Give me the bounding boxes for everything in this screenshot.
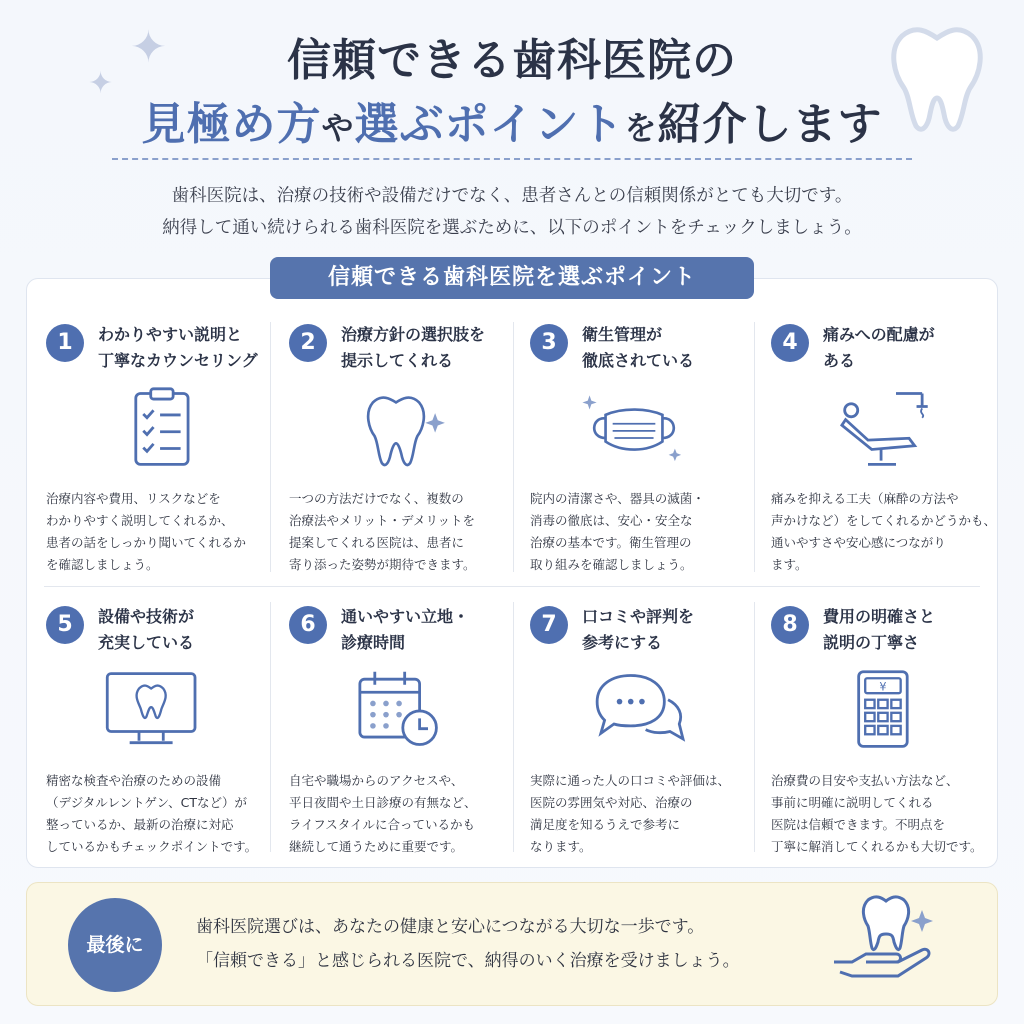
point-number: 4 — [771, 324, 809, 362]
point-description: 自宅や職場からのアクセスや、 平日夜間や土日診療の有無など、 ライフスタイルに合っているかも 継続して通うために重要です。 — [289, 773, 477, 854]
point-description: 精密な検査や治療のための設備 （デジタルレントゲン、CTなど）が 整っているか、最新の治療に対応 しているかもチェックポイントです。 — [46, 773, 258, 854]
point-title: わかりやすい説明と 丁寧なカウンセリング — [98, 325, 258, 370]
title-highlight: 選ぶポイント — [354, 99, 625, 150]
sparkle-icon: ✦ — [88, 66, 114, 101]
point-description: 実際に通った人の口コミや評価は、 医院の雰囲気や対応、治療の 満足度を知るうえで参考に なります。 — [530, 773, 731, 854]
point-number: 5 — [46, 606, 84, 644]
calculator-yen-icon — [827, 668, 937, 752]
clipboard-checklist-icon — [106, 386, 216, 470]
point-title: 衛生管理が 徹底されている — [582, 325, 695, 370]
section-title: 信頼できる歯科医院を選ぶポイント — [270, 257, 754, 299]
title-text: 紹介します — [657, 99, 883, 150]
point-card-2 — [289, 324, 523, 609]
point-number: 1 — [46, 324, 84, 362]
point-description: 院内の清潔さや、器具の滅菌・ 消毒の徹底は、安心・安全な 治療の基本です。衛生管理の 取り組みを確認しましょう。 — [530, 491, 705, 572]
page-title-line2 — [0, 88, 1024, 152]
title-connector: や — [321, 109, 355, 147]
point-title: 痛みへの配慮が ある — [823, 325, 935, 370]
point-number: 6 — [289, 606, 327, 644]
calendar-clock-icon — [345, 668, 455, 752]
sparkle-icon: ✦ — [130, 22, 167, 73]
point-title: 費用の明確さと 説明の丁寧さ — [823, 607, 936, 652]
point-title: 治療方針の選択肢を 提示してくれる — [341, 325, 486, 370]
svg-text:¥: ¥ — [879, 680, 887, 694]
point-number: 8 — [771, 606, 809, 644]
point-card-7 — [530, 606, 764, 891]
point-card-4 — [771, 324, 1005, 609]
point-title: 設備や技術が 充実している — [98, 607, 195, 652]
point-card-6 — [289, 606, 523, 891]
point-description: 痛みを抑える工夫（麻酔の方法や 声かけなど）をしてくれるかどうかも、 通いやすさや安心感につながり ます。 — [771, 491, 997, 572]
point-card-8 — [771, 606, 1005, 891]
point-number: 3 — [530, 324, 568, 362]
dental-chair-icon — [827, 386, 937, 470]
point-number: 2 — [289, 324, 327, 362]
title-connector: を — [624, 109, 658, 147]
point-card-1 — [46, 324, 280, 609]
title-divider — [112, 158, 912, 160]
closing-message: 歯科医院選びは、あなたの健康と安心につながる大切な一歩です。 「信頼できる」と感じられる医院で、納得のいく治療を受けましょう。 — [196, 917, 740, 971]
intro-text: 歯科医院は、治療の技術や設備だけでなく、患者さんとの信頼関係がとても大切です。 納得して通い続けられる歯科医院を選ぶために、以下のポイントをチェックしましょう。 — [162, 186, 862, 238]
point-description: 治療内容や費用、リスクなどを わかりやすく説明してくれるか、 患者の話をしっかり聞いてくれるか を確認しましょう。 — [46, 491, 247, 572]
page-title-line1: 信頼できる歯科医院の — [287, 35, 737, 86]
point-title: 口コミや評判を 参考にする — [582, 607, 695, 652]
title-highlight: 見極め方 — [141, 99, 322, 150]
point-card-5 — [46, 606, 280, 891]
point-number: 7 — [530, 606, 568, 644]
point-description: 一つの方法だけでなく、複数の 治療法やメリット・デメリットを 提案してくれる医院は、患者に 寄り添った姿勢が期待できます。 — [289, 491, 476, 572]
tooth-sparkle-icon — [349, 390, 459, 470]
hand-holding-tooth-icon — [828, 892, 940, 992]
mask-icon — [574, 390, 694, 470]
point-description: 治療費の目安や支払い方法など、 事前に明確に説明してくれる 医院は信頼できます。不明点を 丁寧に解消してくれるかも大切です。 — [771, 773, 983, 854]
final-badge: 最後に — [68, 898, 162, 992]
point-title: 通いやすい立地・ 診療時間 — [341, 607, 470, 652]
point-card-3 — [530, 324, 764, 609]
monitor-tooth-icon — [98, 668, 208, 752]
chat-bubbles-icon — [586, 668, 696, 752]
